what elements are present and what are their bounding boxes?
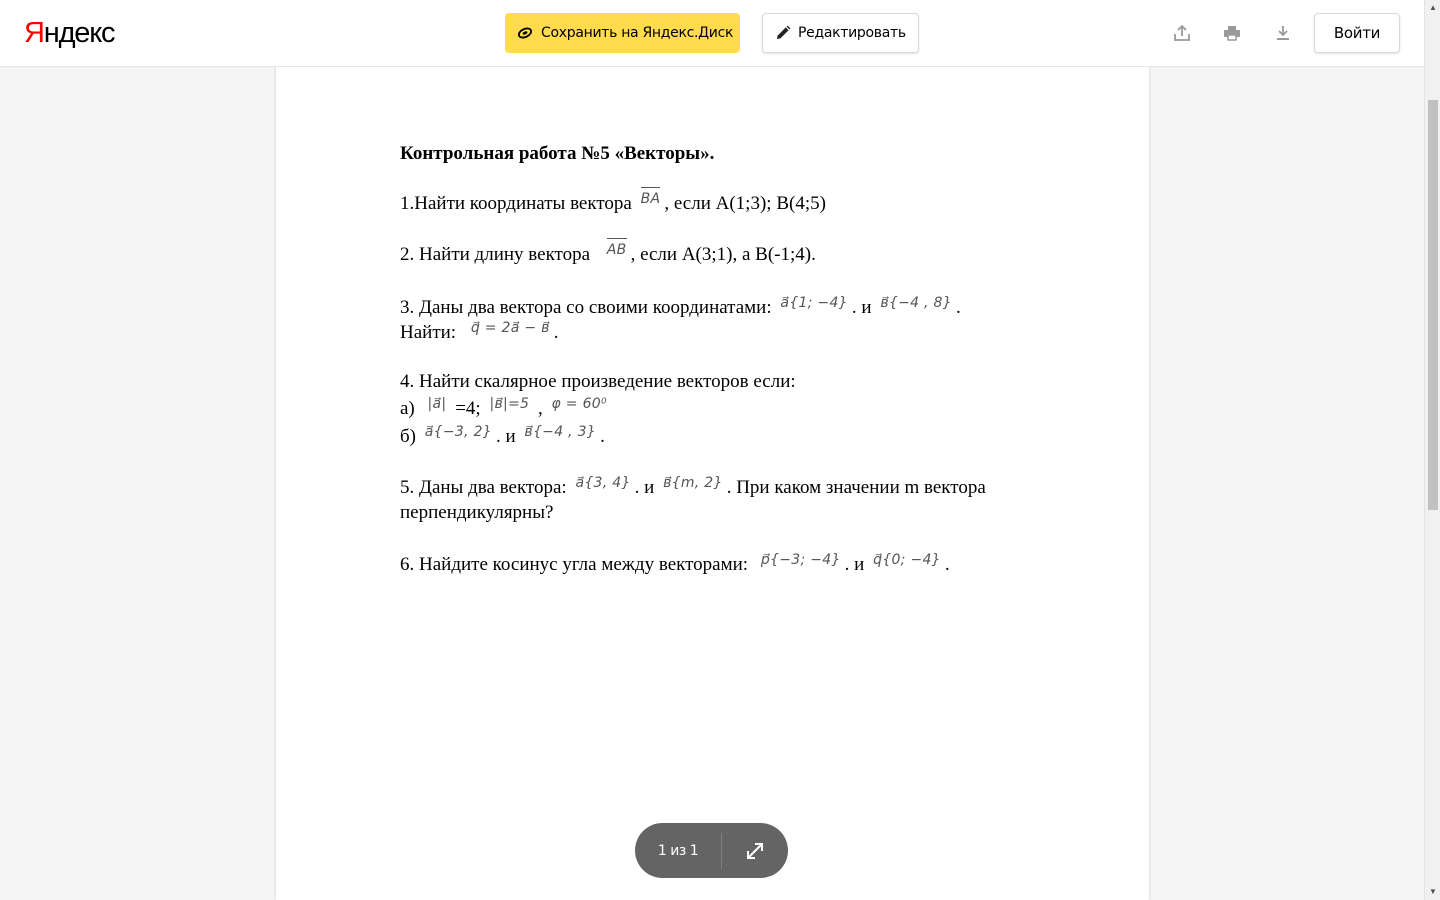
q2-vector: AB xyxy=(607,238,627,262)
q5-vector-a: a⃗{3, 4} xyxy=(575,475,631,491)
q4b-end: . xyxy=(600,426,605,447)
q3-vector-b: в⃗{−4 , 8} xyxy=(880,295,952,311)
question-3 xyxy=(400,296,1100,321)
question-4b xyxy=(400,425,1100,450)
q4b-label: б) xyxy=(400,426,416,447)
question-4a xyxy=(400,397,1100,422)
scroll-thumb[interactable] xyxy=(1428,100,1438,510)
edit-button[interactable] xyxy=(762,13,919,53)
q3-and: . и xyxy=(851,297,872,318)
question-5 xyxy=(400,476,1100,501)
q5-vector-b: в⃗{m, 2} xyxy=(663,475,723,491)
q2-text: 2. Найти длину вектора xyxy=(400,244,591,265)
q4-text: 4. Найти скалярное произведение векторов если: xyxy=(400,371,796,392)
q6-vector-p: p⃗{−3; −4} xyxy=(760,552,841,568)
q3-find-label: Найти: xyxy=(400,322,457,343)
print-icon[interactable] xyxy=(1221,22,1243,44)
q3-text: 3. Даны два вектора со своими координатами: xyxy=(400,297,772,318)
login-button[interactable]: Войти xyxy=(1314,13,1400,53)
question-1 xyxy=(400,192,1100,217)
expand-icon xyxy=(745,841,765,861)
question-5-line2: перпендикулярны? xyxy=(400,502,554,523)
q5-text: 5. Даны два вектора: xyxy=(400,477,567,498)
q4a-value: =4; xyxy=(455,398,481,419)
q3-expression: q⃗ = 2a⃗ − в⃗ xyxy=(470,320,550,336)
document-content xyxy=(400,142,1100,578)
share-icon[interactable] xyxy=(1171,22,1193,44)
q4a-modulus-b: |в⃗|=5 xyxy=(489,396,530,412)
logo-rest: ндекс xyxy=(43,17,115,49)
document-page xyxy=(276,67,1149,900)
page-counter-pill xyxy=(635,823,788,878)
document-title: Контрольная работа №5 «Векторы». xyxy=(400,143,715,164)
q4a-label: а) xyxy=(400,398,415,419)
q4b-vector-b: в⃗{−4 , 3} xyxy=(524,424,597,440)
q3-end2: . xyxy=(553,322,559,343)
q6-text: 6. Найдите косинус угла между векторами: xyxy=(400,554,749,575)
disk-icon xyxy=(517,26,533,40)
question-2 xyxy=(400,243,1100,268)
q4b-and: . и xyxy=(496,426,516,447)
q1-vector: BA xyxy=(641,187,661,211)
logo-first-letter: Я xyxy=(24,17,44,49)
q6-and: . и xyxy=(844,554,865,575)
top-bar xyxy=(0,0,1424,67)
question-3-find xyxy=(400,321,1100,346)
save-button-label: Сохранить на Яндекс.Диск xyxy=(541,25,734,41)
scroll-up-arrow[interactable]: ▲ xyxy=(1429,2,1437,12)
q2-condition: , если A(3;1), а B(-1;4). xyxy=(630,244,816,265)
q4a-angle: φ = 60⁰ xyxy=(551,396,607,412)
q1-text: 1.Найти координаты вектора xyxy=(400,193,632,214)
q4a-modulus-a: |a⃗| xyxy=(427,396,447,412)
question-4 xyxy=(400,370,1100,394)
q1-condition: , если A(1;3); B(4;5) xyxy=(664,193,826,214)
scroll-down-arrow[interactable]: ▼ xyxy=(1429,886,1437,896)
q6-vector-q: q⃗{0; −4} xyxy=(873,552,941,568)
vertical-scrollbar[interactable] xyxy=(1424,0,1440,900)
fullscreen-button[interactable] xyxy=(722,823,788,878)
q3-end: . xyxy=(955,297,961,318)
page-count: 1 из 1 xyxy=(657,842,699,859)
q5-and: . и xyxy=(634,477,655,498)
q4b-vector-a: a⃗{−3, 2} xyxy=(424,424,492,440)
pencil-icon xyxy=(775,25,791,41)
question-6 xyxy=(400,553,1100,578)
q6-end: . xyxy=(944,554,950,575)
download-icon[interactable] xyxy=(1272,22,1294,44)
q4a-comma: , xyxy=(538,398,543,419)
edit-button-label: Редактировать xyxy=(798,25,906,41)
q3-vector-a: a⃗{1; −4} xyxy=(780,295,848,311)
save-to-disk-button[interactable] xyxy=(505,13,740,53)
yandex-logo[interactable] xyxy=(24,15,114,51)
q5-question: . При каком значении m вектора xyxy=(726,477,986,498)
